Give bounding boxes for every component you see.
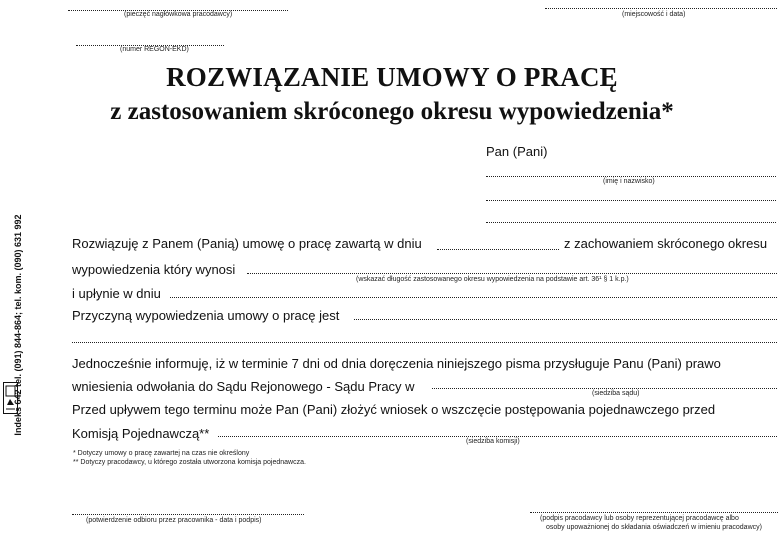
publisher-logo — [3, 382, 18, 414]
regon-caption: (numer REGON-EKD) — [120, 46, 189, 53]
publisher-logo-icon — [4, 383, 17, 413]
body-line1-end: z zachowaniem skróconego okresu — [564, 236, 768, 251]
body-line1-start: Rozwiązuję z Panem (Panią) umowę o pracę zawartą w dniu — [72, 236, 422, 251]
addressee-label: Pan (Pani) — [486, 144, 548, 159]
termination-reason-field[interactable] — [354, 319, 777, 320]
addressee-name-caption: (imię i nazwisko) — [603, 178, 655, 185]
contract-date-field[interactable] — [437, 249, 559, 250]
footnote-1: * Dotyczy umowy o pracę zawartej na czas nie określony — [73, 450, 250, 457]
employer-signature-caption-1: (podpis pracodawcy lub osoby reprezentującej pracodawcę albo — [540, 515, 739, 522]
document-subtitle: z zastosowaniem skróconego okresu wypowiedzenia* — [110, 98, 674, 125]
employee-signature-caption: (potwierdzenie odbioru przez pracownika - data i podpis) — [86, 517, 262, 524]
court-seat-field[interactable] — [432, 388, 777, 389]
body-line6: wniesienia odwołania do Sądu Rejonowego - Sądu Pracy w — [72, 379, 415, 394]
body-line2: wypowiedzenia który wynosi — [72, 262, 236, 277]
body-line4: Przyczyną wypowiedzenia umowy o pracę jest — [72, 308, 340, 323]
body-line7: Przed upływem tego terminu może Pan (Pani) złożyć wniosek o wszczęcie postępowania pojednawczego przed — [72, 402, 716, 417]
document-title: ROZWIĄZANIE UMOWY O PRACĘ — [166, 62, 618, 92]
body-line5: Jednocześnie informuję, iż w terminie 7 dni od dnia doręczenia niniejszego pisma przysługuje Panu (Pani) prawo — [72, 356, 721, 371]
addressee-address-line-1[interactable] — [486, 200, 776, 201]
employer-signature-line[interactable] — [530, 512, 778, 513]
employer-stamp-caption: (pieczęć nagłówkowa pracodawcy) — [124, 11, 233, 18]
employer-signature-caption-2: osoby upoważnionej do składania oświadczeń w imieniu pracodawcy) — [546, 524, 762, 531]
place-date-caption: (miejscowość i data) — [622, 11, 686, 18]
notice-period-field[interactable] — [247, 273, 777, 274]
body-line3: i upłynie w dniu — [72, 286, 161, 301]
commission-seat-field[interactable] — [218, 436, 777, 437]
addressee-address-line-2[interactable] — [486, 222, 776, 223]
commission-seat-caption: (siedziba komisji) — [466, 438, 520, 445]
side-publisher-info: Indeks 642 tel. (091) 844-864; tel. kom. (090) 631 992 — [13, 214, 23, 436]
notice-period-caption: (wskazać długość zastosowanego okresu wypowiedzenia na podstawie art. 36¹ § 1 k.p.) — [356, 276, 629, 283]
footnote-2: ** Dotyczy pracodawcy, u którego została utworzona komisja pojednawcza. — [73, 459, 306, 466]
body-line8: Komisją Pojednawczą** — [72, 426, 210, 441]
end-date-field[interactable] — [170, 297, 777, 298]
employee-signature-line[interactable] — [72, 514, 304, 515]
addressee-name-line[interactable] — [486, 176, 776, 177]
court-seat-caption: (siedziba sądu) — [592, 390, 640, 397]
place-date-line[interactable] — [545, 8, 777, 9]
termination-reason-field-2[interactable] — [72, 342, 777, 343]
